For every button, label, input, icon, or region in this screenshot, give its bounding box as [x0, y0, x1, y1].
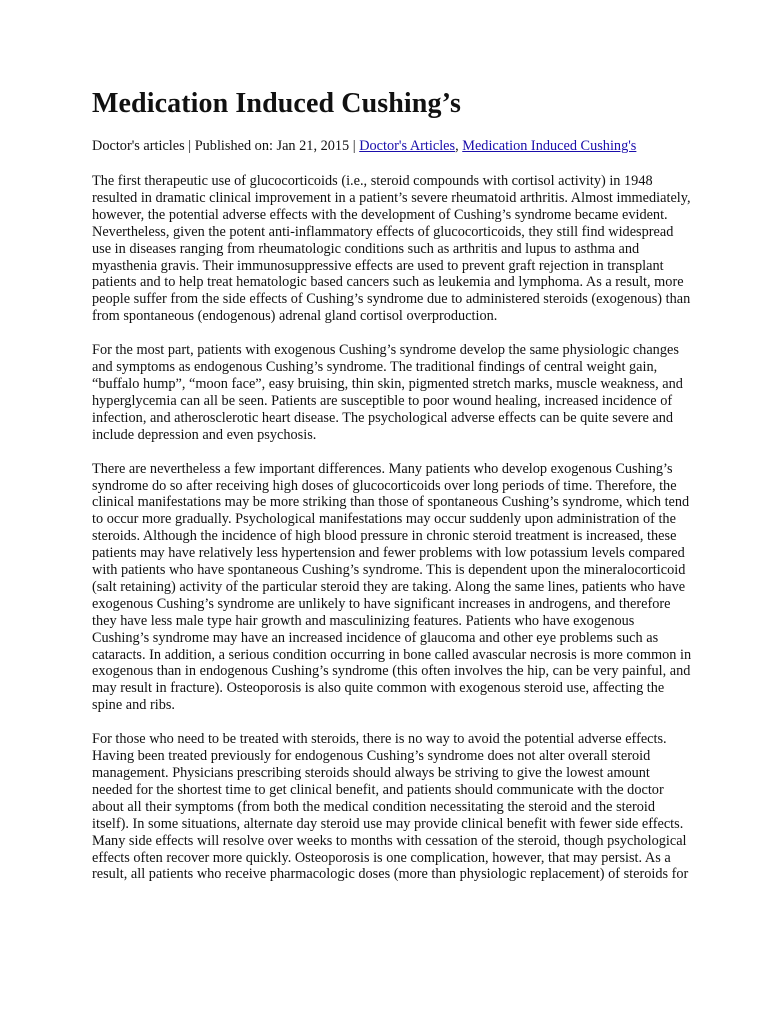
meta-text: Doctor's articles | Published on: Jan 21, 2015 | [92, 138, 360, 154]
paragraph: The first therapeutic use of glucocorticoids (i.e., steroid compounds with cortisol activity) in 1948 resulted in dramatic clinical improvement in a patient’s severe rheumatoid arthritis. Almost immediately, however, the potential adverse effects with the development of Cushing’s syndrome became evident. Nevertheless, given the potent anti-inflammatory effects of glucocorticoids, they still find widespread use in diseases ranging from rheumatologic conditions such as arthritis and lupus to asthma and myasthenia gravis. Their immunosuppressive effects are used to prevent graft rejection in transplant patients and to help treat hematologic based cancers such as leukemia and lymphoma. As a result, more people suffer from the side effects of Cushing’s syndrome due to administered steroids (exogenous) than from spontaneous (endogenous) adrenal gland cortisol overproduction. [92, 173, 691, 325]
paragraph: There are nevertheless a few important differences. Many patients who develop exogenous Cushing’s syndrome do so after receiving high doses of glucocorticoids over long periods of time. Therefore, the clinical manifestations may be more striking than those of spontaneous Cushing’s syndrome, which tend to occur more gradually. Psychological manifestations may occur suddenly upon administration of the steroids. Although the incidence of high blood pressure in chronic steroid treatment is increased, these patients may have relatively less hypertension and fewer problems with low potassium levels compared with patients who have spontaneous Cushing’s syndrome. This is dependent upon the mineralocorticoid (salt retaining) activity of the particular steroid they are taking. Along the same lines, patients who have exogenous Cushing’s syndrome are unlikely to have significant increases in androgens, and therefore they have less male type hair growth and masculinizing features. Patients who have exogenous Cushing’s syndrome may have an increased incidence of glaucoma and other eye problems such as cataracts. In addition, a serious condition occurring in bone called avascular necrosis is more common in exogenous than in endogenous Cushing’s syndrome (this often involves the hip, can be very painful, and may result in fracture). Osteoporosis is also quite common with exogenous steroid use, affecting the spine and ribs. [92, 460, 692, 714]
paragraph: For the most part, patients with exogenous Cushing’s syndrome develop the same physiologic changes and symptoms as endogenous Cushing’s syndrome. The traditional findings of central weight gain, “buffalo hump”, “moon face”, easy bruising, thin skin, pigmented stretch marks, muscle weakness, and hyperglycemia can all be seen. Patients are susceptible to poor wound healing, increased incidence of infection, and atherosclerotic heart disease. The psychological adverse effects can be quite severe and include depression and even psychosis. [92, 342, 683, 443]
category-link-doctors-articles[interactable]: Doctor's Articles [359, 138, 456, 154]
category-link-medication-induced-cushings[interactable]: Medication Induced Cushing's [462, 138, 637, 154]
paragraph: For those who need to be treated with steroids, there is no way to avoid the potential adverse effects. Having been treated previously for endogenous Cushing’s syndrome does not alter overall steroid management. Physicians prescribing steroids should always be striving to give the lowest amount needed for the shortest time to get clinical benefit, and patients should communicate with the doctor about all their symptoms (from both the medical condition necessitating the steroid and the steroid itself). In some situations, alternate day steroid use may provide clinical benefit with fewer side effects. Many side effects will resolve over weeks to months with cessation of the steroid, though psychological effects often recover more quickly. Osteoporosis is one complication, however, that may persist. As a result, all patients who receive pharmacologic doses (more than physiologic replacement) of steroids for [92, 731, 689, 883]
article [92, 84, 692, 883]
article-meta [92, 138, 652, 155]
article-title: Medication Induced Cushing’s [92, 88, 461, 119]
meta-separator: , [455, 138, 463, 154]
